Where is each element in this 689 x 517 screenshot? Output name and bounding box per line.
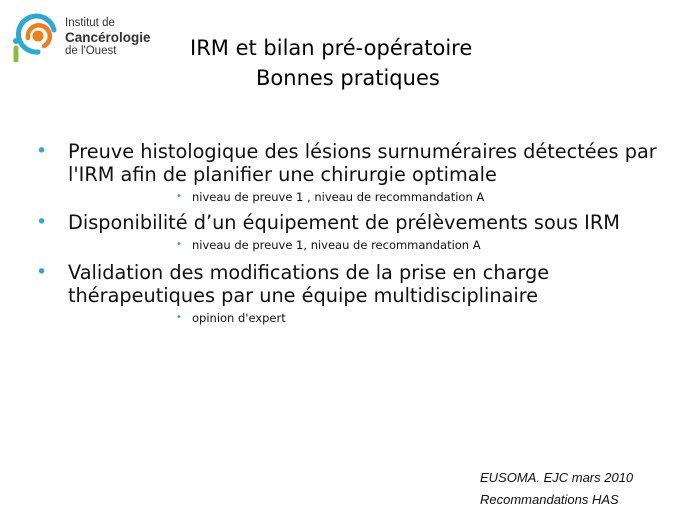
- title-line-1: IRM et bilan pré-opératoire: [190, 36, 473, 60]
- institute-logo: [10, 8, 160, 68]
- bullet-item-2: [36, 211, 676, 252]
- sub-bullet-dot-icon: •: [176, 239, 182, 250]
- bullet-list: [36, 140, 676, 325]
- bullet-item-3: [36, 261, 676, 325]
- logo-mark-icon: [10, 8, 60, 64]
- bullet-dot-icon: •: [36, 211, 48, 233]
- sub-bullet-dot-icon: •: [176, 312, 182, 323]
- title-line-2: Bonnes pratiques: [256, 66, 440, 90]
- logo-line-1: Institut de: [65, 17, 115, 29]
- logo-text: [65, 17, 151, 58]
- reference-line-2: Recommandations HAS: [480, 492, 619, 507]
- bullet-item-1: [36, 140, 676, 204]
- bullet-text-line: Disponibilité d’un équipement de prélèvements sous IRM: [68, 211, 620, 234]
- bullet-text-line: Preuve histologique des lésions surnuméraires détectées par: [68, 140, 657, 163]
- bullet-dot-icon: •: [36, 140, 48, 162]
- reference-line-1: EUSOMA. EJC mars 2010: [480, 470, 634, 485]
- bullet-text-line: Validation des modifications de la prise en charge: [68, 261, 550, 284]
- bullet-text-line: l'IRM afin de planifier une chirurgie optimale: [68, 163, 497, 186]
- slide-title: [190, 33, 550, 93]
- sub-bullet-text: opinion d'expert: [192, 311, 286, 325]
- logo-line-3: de l'Ouest: [65, 45, 117, 57]
- logo-line-2: Cancérologie: [65, 30, 151, 45]
- sub-bullet-text: niveau de preuve 1, niveau de recommandation A: [192, 238, 481, 252]
- reference-note: [480, 467, 633, 511]
- bullet-dot-icon: •: [36, 261, 48, 283]
- bullet-text-line: thérapeutiques par une équipe multidisciplinaire: [68, 284, 539, 307]
- sub-bullet-dot-icon: •: [176, 191, 182, 202]
- sub-bullet-text: niveau de preuve 1 , niveau de recommandation A: [192, 190, 485, 204]
